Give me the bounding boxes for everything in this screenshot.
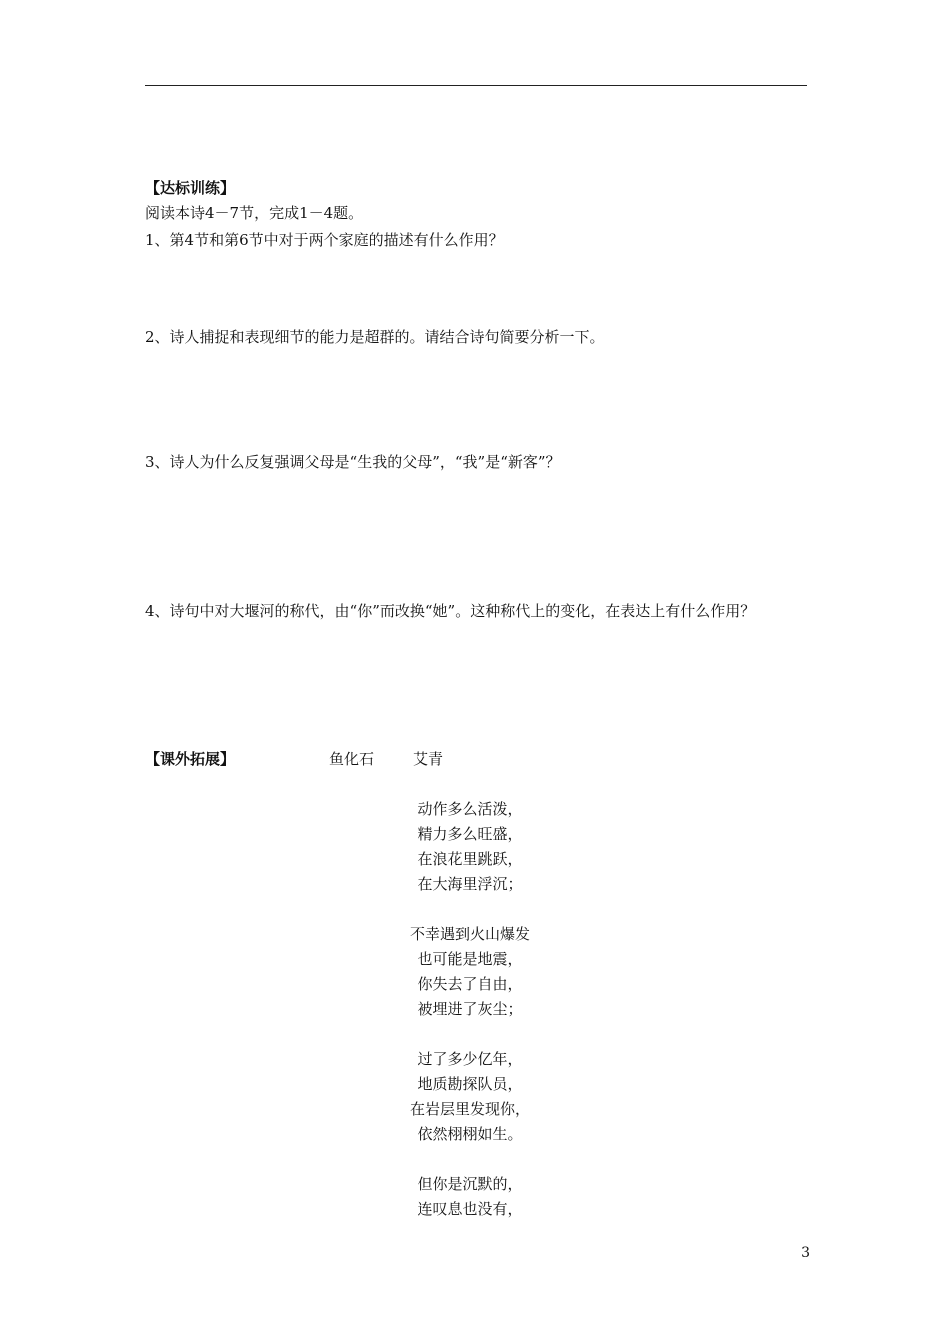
poem-line: 也可能是地震， — [417, 950, 523, 968]
poem-line: 在浪花里跳跃， — [417, 850, 523, 868]
poem-title: 鱼化石 — [329, 750, 375, 768]
poem-author: 艾青 — [413, 750, 444, 768]
poem-line: 被埋进了灰尘； — [417, 1000, 523, 1018]
extension-header — [145, 746, 807, 772]
page-number: 3 — [801, 1245, 810, 1261]
extension-title: 【课外拓展】 — [145, 750, 236, 768]
poem-line: 你失去了自由， — [417, 975, 523, 993]
poem-line: 不幸遇到火山爆发 — [409, 925, 530, 943]
poem-line: 动作多么活泼， — [417, 800, 523, 818]
poem-line: 在大海里浮沉； — [417, 875, 523, 893]
question-1: 1、第4节和第6节中对于两个家庭的描述有什么作用？ — [145, 231, 504, 249]
question-3: 3、诗人为什么反复强调父母是“生我的父母”，“我”是“新客”？ — [145, 453, 561, 471]
poem-line: 在岩层里发现你， — [409, 1100, 530, 1118]
training-title: 【达标训练】 — [145, 179, 236, 197]
poem-line: 但你是沉默的， — [417, 1175, 523, 1193]
poem-stanza — [345, 922, 595, 1022]
training-section — [145, 176, 807, 226]
header-rule — [145, 85, 807, 86]
poem-stanza — [345, 797, 595, 897]
poem-stanza — [345, 1172, 595, 1222]
poem-line: 过了多少亿年， — [417, 1050, 523, 1068]
poem-stanza — [345, 1047, 595, 1147]
poem-line: 连叹息也没有， — [417, 1200, 523, 1218]
question-2: 2、诗人捕捉和表现细节的能力是超群的。请结合诗句简要分析一下。 — [145, 328, 605, 346]
poem-line: 依然栩栩如生。 — [417, 1125, 523, 1143]
poem-line: 地质勘探队员， — [417, 1075, 523, 1093]
poem-body — [345, 797, 595, 1222]
poem-line: 精力多么旺盛， — [417, 825, 523, 843]
question-4: 4、诗句中对大堰河的称代，由“你”而改换“她”。这种称代上的变化，在表达上有什么作用？ — [145, 602, 756, 620]
training-intro: 阅读本诗4－7节，完成1－4题。 — [145, 204, 364, 222]
